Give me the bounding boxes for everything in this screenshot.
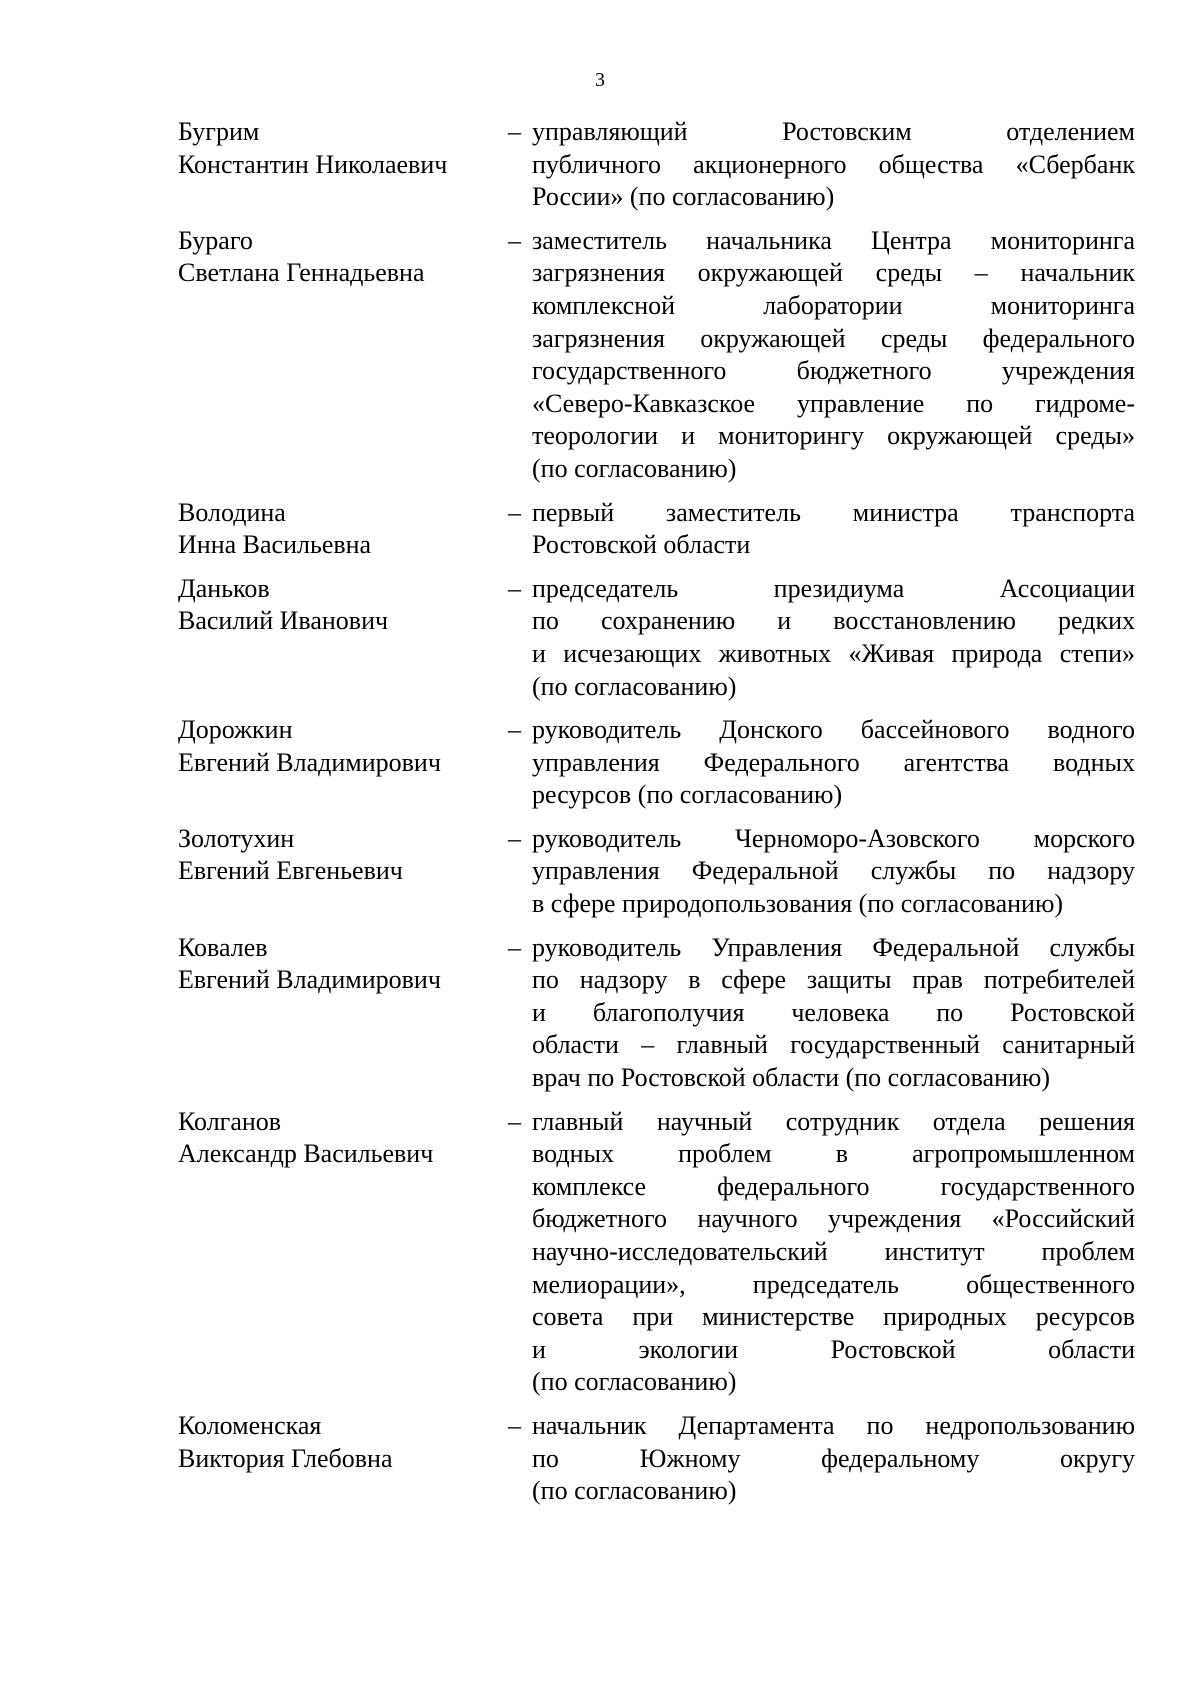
member-given-names: Евгений Евгеньевич: [178, 856, 403, 886]
position-line: управления Федеральной службы по надзору: [532, 856, 1135, 886]
member-entry: [178, 573, 1144, 703]
member-list: [178, 116, 1144, 1519]
member-entry: [178, 1106, 1144, 1399]
entry-dash: –: [508, 715, 521, 745]
member-entry: [178, 497, 1144, 562]
member-name: [178, 225, 508, 290]
member-entry: [178, 714, 1144, 812]
member-position: [532, 1410, 1135, 1508]
member-name: [178, 932, 508, 997]
member-entry: [178, 823, 1144, 921]
member-surname: Бураго: [178, 225, 253, 255]
member-surname: Бугрим: [178, 117, 260, 146]
entry-dash: –: [508, 573, 521, 603]
entry-dash: –: [508, 932, 521, 962]
position-line: и благополучия человека по Ростовской: [532, 997, 1135, 1027]
member-entry: [178, 1410, 1144, 1508]
position-line: «Северо-Кавказское управление по гидроме-: [532, 388, 1135, 418]
member-surname: Володина: [178, 497, 286, 527]
position-line: теорологии и мониторингу окружающей среды»: [532, 421, 1135, 451]
position-line: комплексной лаборатории мониторинга: [532, 290, 1135, 320]
entry-dash: –: [508, 497, 521, 527]
position-line: по сохранению и восстановлению редких: [532, 606, 1135, 636]
position-line: (по согласованию): [532, 671, 737, 701]
position-line: первый заместитель министра транспорта: [532, 497, 1135, 527]
member-entry: [178, 225, 1144, 486]
member-position: [532, 225, 1135, 486]
position-line: бюджетного научного учреждения «Российский: [532, 1204, 1135, 1234]
position-line: (по согласованию): [532, 453, 737, 483]
member-entry: [178, 932, 1144, 1095]
position-line: руководитель Управления Федеральной службы: [532, 932, 1135, 962]
member-name: [178, 823, 508, 888]
position-line: мелиорации», председатель общественного: [532, 1269, 1135, 1299]
position-line: и исчезающих животных «Живая природа степи»: [532, 638, 1135, 668]
position-line: главный научный сотрудник отдела решения: [532, 1106, 1135, 1136]
position-line: Ростовской области: [532, 530, 751, 560]
member-given-names: Евгений Владимирович: [178, 747, 441, 777]
position-line: руководитель Донского бассейнового водного: [532, 715, 1135, 745]
entry-dash: –: [508, 1410, 521, 1440]
position-line: в сфере природопользования (по согласованию): [532, 889, 1064, 919]
member-given-names: Константин Николаевич: [178, 149, 448, 179]
member-given-names: Василий Иванович: [178, 606, 389, 636]
position-line: по Южному федеральному округу: [532, 1443, 1135, 1473]
position-line: руководитель Черноморо-Азовского морского: [532, 823, 1135, 853]
position-line: публичного акционерного общества «Сбербанк: [532, 149, 1135, 179]
member-given-names: Виктория Глебовна: [178, 1443, 393, 1473]
position-line: совета при министерстве природных ресурсов: [532, 1302, 1135, 1332]
entry-dash: –: [508, 823, 521, 853]
member-name: [178, 497, 508, 562]
member-surname: Даньков: [178, 573, 270, 603]
member-name: [178, 714, 508, 779]
position-line: управляющий Ростовским отделением: [532, 117, 1135, 146]
member-given-names: Светлана Геннадьевна: [178, 258, 425, 288]
member-position: [532, 932, 1135, 1095]
member-given-names: Александр Васильевич: [178, 1139, 434, 1169]
member-name: [178, 573, 508, 638]
member-position: [532, 116, 1135, 214]
position-line: научно-исследовательский институт проблем: [532, 1237, 1135, 1266]
member-position: [532, 497, 1135, 562]
member-position: [532, 573, 1135, 703]
position-line: (по согласованию): [532, 1367, 737, 1397]
position-line: начальник Департамента по недропользованию: [532, 1410, 1135, 1440]
entry-dash: –: [508, 225, 521, 255]
position-line: области – главный государственный санитарный: [532, 1030, 1135, 1060]
page-number: 3: [595, 69, 605, 91]
position-line: председатель президиума Ассоциации: [532, 573, 1135, 603]
member-surname: Ковалев: [178, 932, 268, 962]
member-entry: [178, 116, 1144, 214]
member-name: [178, 1410, 508, 1475]
position-line: управления Федерального агентства водных: [532, 747, 1135, 777]
position-line: России» (по согласованию): [532, 182, 835, 212]
position-line: врач по Ростовской области (по согласованию): [532, 1063, 1050, 1093]
member-name: [178, 1106, 508, 1171]
position-line: ресурсов (по согласованию): [532, 780, 843, 810]
position-line: загрязнения окружающей среды – начальник: [532, 258, 1135, 288]
position-line: загрязнения окружающей среды федерального: [532, 323, 1135, 353]
member-surname: Дорожкин: [178, 715, 293, 745]
entry-dash: –: [508, 117, 521, 146]
member-name: [178, 116, 508, 181]
position-line: заместитель начальника Центра мониторинга: [532, 225, 1135, 255]
position-line: водных проблем в агропромышленном: [532, 1139, 1135, 1169]
position-line: комплексе федерального государственного: [532, 1171, 1135, 1201]
member-given-names: Инна Васильевна: [178, 530, 372, 560]
entry-dash: –: [508, 1106, 521, 1136]
position-line: (по согласованию): [532, 1476, 737, 1506]
member-position: [532, 1106, 1135, 1399]
position-line: и экологии Ростовской области: [532, 1334, 1135, 1364]
member-given-names: Евгений Владимирович: [178, 965, 441, 995]
member-surname: Колганов: [178, 1106, 282, 1136]
member-surname: Золотухин: [178, 823, 295, 853]
member-surname: Коломенская: [178, 1410, 322, 1440]
member-position: [532, 714, 1135, 812]
position-line: государственного бюджетного учреждения: [532, 356, 1135, 386]
position-line: по надзору в сфере защиты прав потребителей: [532, 965, 1135, 995]
member-position: [532, 823, 1135, 921]
